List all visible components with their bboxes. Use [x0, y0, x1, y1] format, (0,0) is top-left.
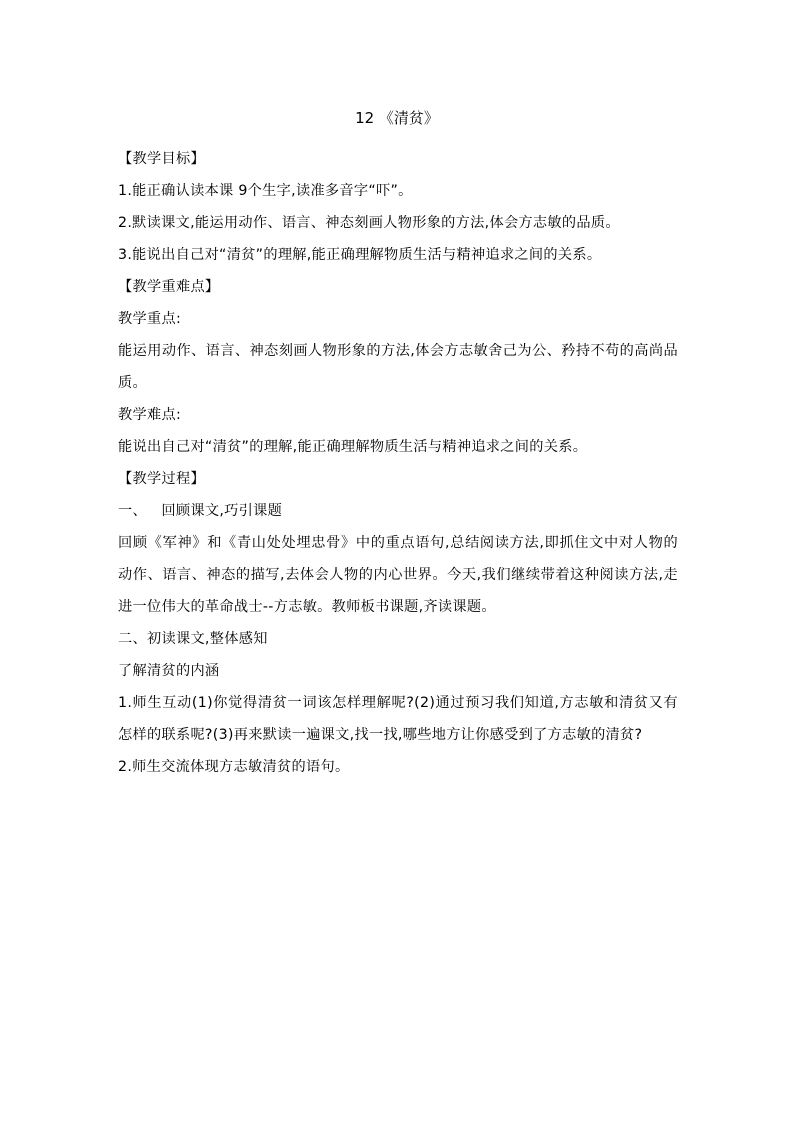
goal-item-3: 3.能说出自己对“清贫”的理解,能正确理解物质生活与精神追求之间的关系。: [118, 247, 602, 263]
page-title: 12 《清贫》: [355, 109, 439, 127]
step-1-heading: 一、 回顾课文,巧引课题: [118, 503, 283, 519]
key-point-label: 教学重点:: [118, 311, 182, 327]
step-2-item-2: 2.师生交流体现方志敏清贫的语句。: [118, 759, 350, 775]
section-heading-key-points: 【教学重难点】: [118, 279, 220, 295]
step-2-subheading: 了解清贫的内涵: [118, 663, 220, 679]
goal-item-1: 1.能正确认读本课 9个生字,读准多音字“吓”。: [118, 183, 413, 199]
section-heading-goals: 【教学目标】: [118, 151, 205, 167]
document-body: [118, 143, 678, 783]
section-heading-process: 【教学过程】: [118, 471, 205, 487]
step-2-item-1: 1.师生互动(1)你觉得清贫一词该怎样理解呢?(2)通过预习我们知道,方志敏和清贫又有怎样的联系呢?(3)再来默读一遍课文,找一找,哪些地方让你感受到了方志敏的清贫?: [118, 695, 678, 743]
difficulty-text: 能说出自己对“清贫”的理解,能正确理解物质生活与精神追求之间的关系。: [118, 439, 588, 455]
step-1-text: 回顾《军神》和《青山处处埋忠骨》中的重点语句,总结阅读方法,即抓住文中对人物的动作、语言、神态的描写,去体会人物的内心世界。今天,我们继续带着这种阅读方法,走进一位伟大的革命战士--方志敏。教师板书课题,齐读课题。: [118, 535, 678, 615]
key-point-text: 能运用动作、语言、神态刻画人物形象的方法,体会方志敏舍己为公、矜持不苟的高尚品质。: [118, 343, 678, 391]
difficulty-label: 教学难点:: [118, 407, 182, 423]
goal-item-2: 2.默读课文,能运用动作、语言、神态刻画人物形象的方法,体会方志敏的品质。: [118, 215, 620, 231]
step-2-heading: 二、初读课文,整体感知: [118, 631, 268, 647]
